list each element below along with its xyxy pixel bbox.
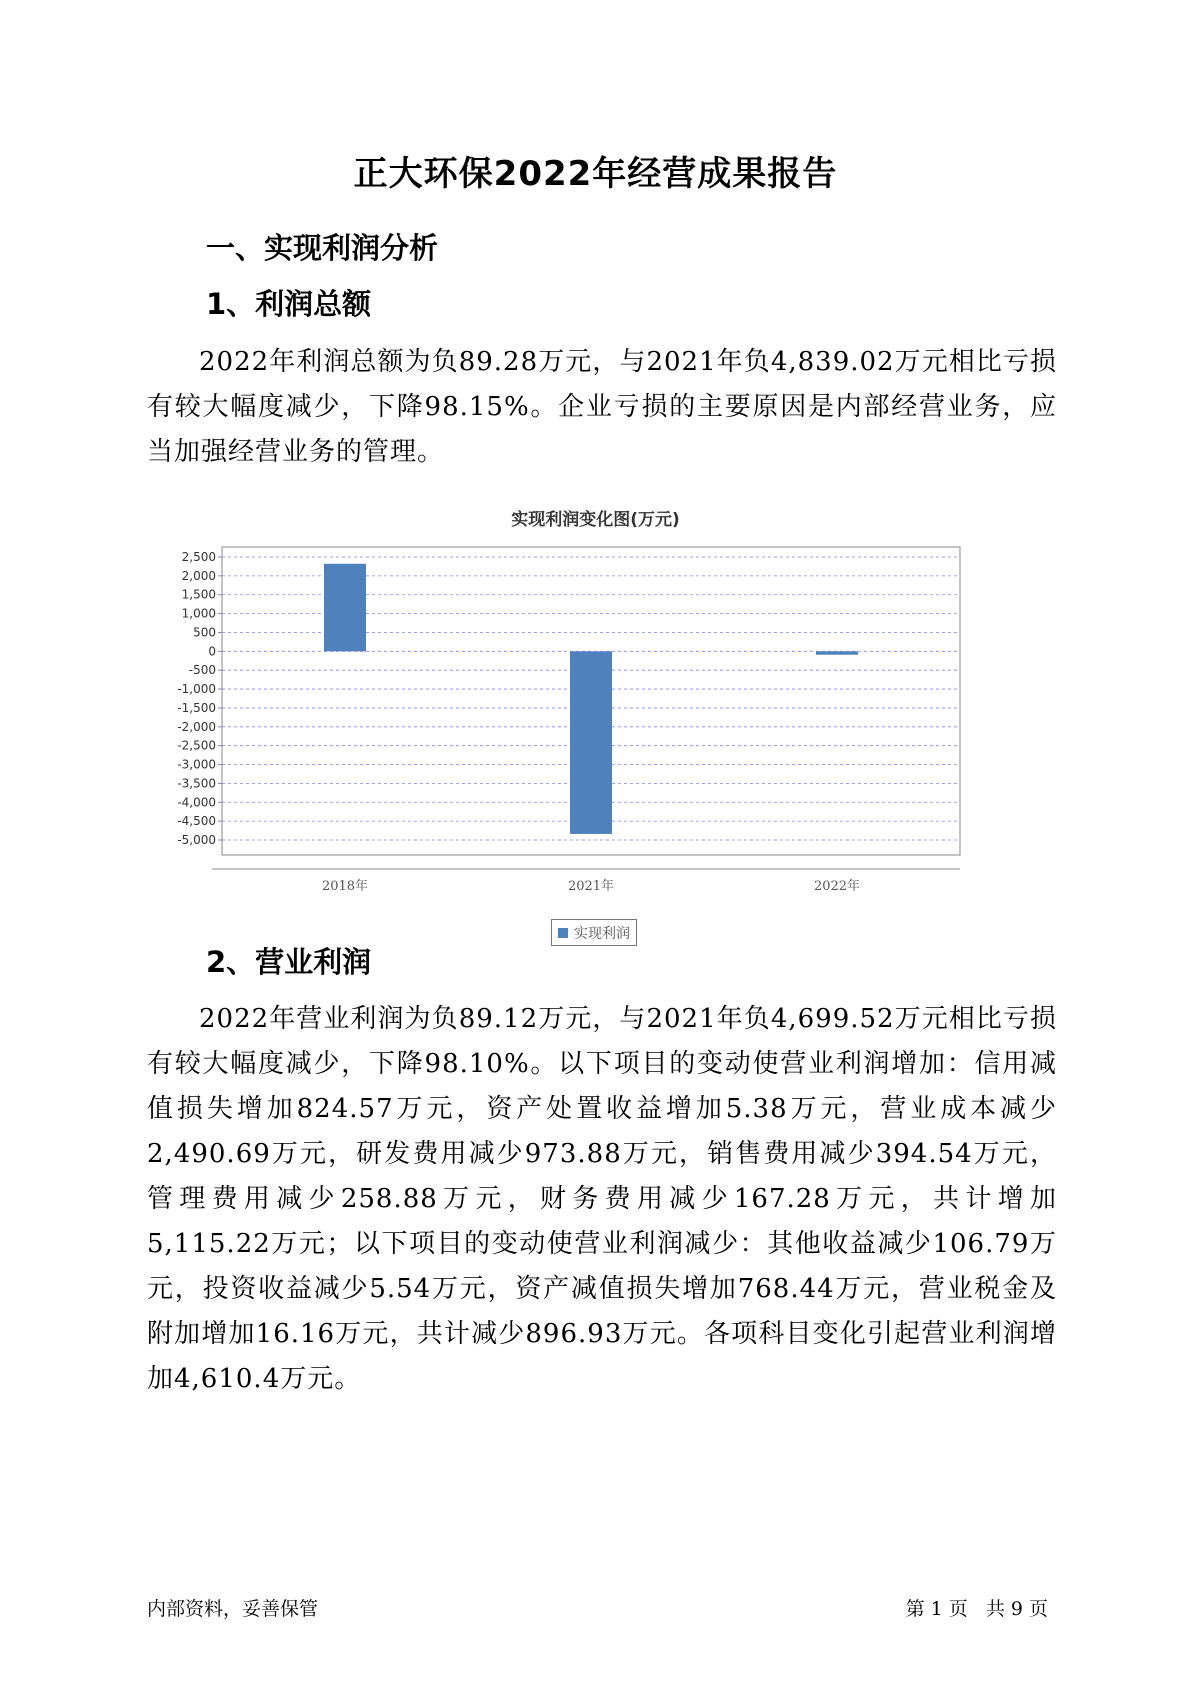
- y-axis-ticks: [177, 550, 222, 847]
- y-tick-label: -500: [188, 663, 216, 678]
- y-tick-label: -5,000: [177, 833, 216, 847]
- operating-profit-paragraph: 2022年营业利润为负89.12万元，与2021年负4,699.52万元相比亏损有较大幅度减少，下降98.10%。以下项目的变动使营业利润增加：信用减值损失增加824.57万元，资产处置收益增加5.38万元，营业成本减少2,490.69万元，研发费用减少973.88万元，销售费用减少394.54万元，管理费用减少258.88万元，财务费用减少167.28万元，共计增加5,115.22万元；以下项目的变动使营业利润减少：其他收益减少106.79万元，投资收益减少5.54万元，资产减值损失增加768.44万元，营业税金及附加增加16.16万元，共计减少896.93万元。各项科目变化引起营业利润增加4,610.4万元。: [147, 1004, 1057, 1394]
- y-tick-label: -3,500: [177, 776, 216, 791]
- y-tick-label: 500: [193, 625, 216, 640]
- total-prefix: 共: [985, 1598, 1005, 1620]
- page-prefix: 第: [905, 1598, 925, 1620]
- y-tick-label: 2,000: [181, 568, 216, 583]
- page-unit: 页: [948, 1598, 968, 1620]
- subsection-heading-operating-profit: 2、营业利润: [206, 945, 372, 979]
- report-title: 正大环保2022年经营成果报告: [353, 154, 838, 194]
- y-tick-label: 0: [208, 644, 216, 659]
- footer-confidential-note: 内部资料，妥善保管: [147, 1598, 319, 1620]
- bar-2021年: [570, 651, 612, 834]
- y-tick-label: 1,500: [181, 587, 216, 602]
- subsection-heading-total-profit: 1、利润总额: [206, 287, 372, 321]
- profit-bar-chart: [150, 535, 1050, 915]
- y-tick-label: -1,000: [177, 682, 216, 697]
- y-tick-label: -4,000: [177, 795, 216, 810]
- y-tick-label: 1,000: [181, 606, 216, 621]
- x-tick-label: 2018年: [321, 879, 369, 894]
- x-axis-labels: [322, 878, 860, 894]
- legend-swatch: [558, 928, 568, 938]
- y-tick-label: -3,000: [177, 757, 216, 772]
- page-total: 9: [1010, 1598, 1023, 1620]
- chart-legend: [551, 919, 637, 946]
- y-tick-label: -4,500: [177, 814, 216, 829]
- footer-page-number: [903, 1594, 1051, 1621]
- section-heading-profit-analysis: 一、实现利润分析: [206, 231, 439, 265]
- y-tick-label: -2,000: [177, 719, 216, 734]
- page-current: 1: [930, 1598, 943, 1620]
- x-tick-label: 2021年: [567, 879, 615, 894]
- total-profit-paragraph: 2022年利润总额为负89.28万元，与2021年负4,839.02万元相比亏损有较大幅度减少，下降98.15%。企业亏损的主要原因是内部经营业务，应当加强经营业务的管理。: [147, 347, 1057, 467]
- legend-label: 实现利润: [574, 925, 630, 942]
- y-tick-label: -1,500: [177, 700, 216, 715]
- y-tick-label: -2,500: [177, 738, 216, 753]
- y-tick-label: 2,500: [181, 550, 216, 564]
- bar-2018年: [324, 564, 366, 652]
- x-tick-label: 2022年: [813, 879, 861, 894]
- chart-title: 实现利润变化图(万元): [511, 510, 680, 530]
- bar-2022年: [816, 651, 858, 654]
- total-unit: 页: [1028, 1598, 1048, 1620]
